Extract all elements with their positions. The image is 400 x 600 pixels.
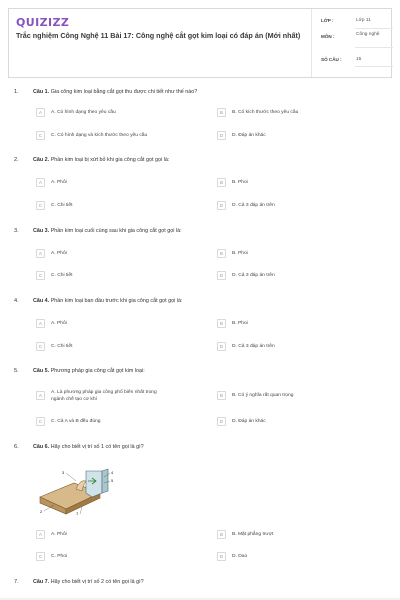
option-text: B. Phoi [232, 320, 248, 326]
question-number: 1. [14, 89, 19, 95]
option-text: B. Có kích thước theo yêu cầu [232, 109, 299, 115]
question-label: Câu 1. [33, 89, 50, 95]
option-text: C. Chi tiết [51, 202, 73, 208]
leader-line-1 [80, 507, 82, 514]
option-letter-box: B [217, 530, 226, 539]
subject-value: Công nghệ [356, 32, 380, 37]
option-text: D. Cả 3 đáp án trên [232, 202, 275, 208]
question-body: Phương pháp gia công cắt gọt kim loại: [50, 368, 145, 374]
option-text: D. Đáp án khác [232, 132, 266, 138]
option-letter-box: C [36, 201, 45, 210]
option-text: A. Phôi [51, 531, 67, 537]
option-letter-box: C [36, 131, 45, 140]
option-letter-box: D [217, 271, 226, 280]
count-underline [355, 66, 393, 67]
option-letter-box: C [36, 417, 45, 426]
option-text: A. Phôi [51, 179, 67, 185]
class-label: LỚP : [321, 18, 334, 23]
question-number: 6. [14, 444, 19, 450]
option-text: A. Phôi [51, 320, 67, 326]
class-value: Lớp 11 [356, 18, 371, 23]
option-letter-box: D [217, 201, 226, 210]
option-text: B. Có ý nghĩa rất quan trọng [232, 392, 294, 398]
question-body: Phần kim loại bị xứt bỏ khi gia công cắt gọt gọi là: [50, 157, 170, 163]
question-text [33, 368, 145, 374]
count-label: SỐ CÂU : [321, 57, 342, 62]
option-letter-box: B [217, 391, 226, 400]
option-letter-box: C [36, 342, 45, 351]
question-label: Câu 5. [33, 368, 50, 374]
leader-line-3 [66, 473, 76, 481]
option-letter-box: D [217, 552, 226, 561]
option-letter-box: B [217, 319, 226, 328]
question-label: Câu 2. [33, 157, 50, 163]
question-label: Câu 3. [33, 228, 50, 234]
option-text: A. Là phương pháp gia công phổ biến nhất trong ngành chế tạo cơ khí [51, 390, 157, 402]
question-body: Phần kim loại cuối cùng sau khi gia công cắt gọt gọi là: [50, 228, 182, 234]
question-number: 4. [14, 298, 19, 304]
option-letter-box: A [36, 178, 45, 187]
question-text [33, 89, 197, 95]
cutting-diagram [36, 467, 122, 515]
option-letter-box: A [36, 530, 45, 539]
header-divider [311, 9, 312, 77]
option-text: A. Phôi [51, 250, 67, 256]
figure-label-3: 3 [62, 470, 65, 475]
option-text: B. Mặt phẳng trượt [232, 531, 274, 537]
question-body: Phần kim loại ban đầu trước khi gia công cắt gọt gọi là: [50, 298, 183, 304]
question-number: 7. [14, 579, 19, 585]
option-letter-box: C [36, 552, 45, 561]
option-text: C. Chi tiết [51, 272, 73, 278]
option-letter-box: A [36, 391, 45, 400]
figure-label-4: 4 [111, 470, 114, 475]
question-body: Hãy cho biết vị trí số 2 có tên gọi là gì? [50, 579, 144, 585]
option-text: B. Phoi [232, 250, 248, 256]
figure-label-5: 5 [111, 478, 114, 483]
option-text: D. Cả 3 đáp án trên [232, 343, 275, 349]
question-label: Câu 6. [33, 444, 50, 450]
question-label: Câu 4. [33, 298, 50, 304]
option-letter-box: A [36, 249, 45, 258]
class-underline [355, 28, 393, 29]
option-letter-box: D [217, 417, 226, 426]
subject-label: MÔN : [321, 34, 335, 39]
cutting-tool-side [102, 469, 108, 493]
option-text: A. Có hình dạng theo yêu cầu [51, 109, 116, 115]
count-value: 15 [356, 57, 362, 62]
question-number: 3. [14, 228, 19, 234]
worksheet-title: Trắc nghiệm Công Nghệ 11 Bài 17: Công nghệ cắt gọt kim loại có đáp án (Mới nhất) [16, 31, 301, 40]
option-text: D. Đáp án khác [232, 418, 266, 424]
option-text: C. Phoi [51, 553, 68, 559]
option-text: B. Phoi [232, 179, 248, 185]
option-text: C. Chi tiết [51, 343, 73, 349]
option-letter-box: D [217, 342, 226, 351]
question-label: Câu 7. [33, 579, 50, 585]
question-text [33, 298, 183, 304]
question-text [33, 157, 169, 163]
question-number: 2. [14, 157, 19, 163]
quizizz-logo: QUIZIZZ [16, 16, 70, 29]
subject-underline [355, 47, 393, 48]
option-text: D. Dao [232, 553, 248, 559]
question-text [33, 444, 144, 450]
worksheet-header [8, 8, 392, 78]
figure-label-2: 2 [40, 509, 43, 514]
figure-label-1: 1 [76, 510, 79, 515]
option-text: C. Có hình dạng và kích thước theo yêu cầu [51, 132, 148, 138]
question-number: 5. [14, 368, 19, 374]
question-body: Gia công kim loại bằng cắt gọt thu được chi tiết như thế nào? [50, 89, 198, 95]
option-letter-box: D [217, 131, 226, 140]
cutting-tool [86, 471, 102, 497]
option-letter-box: B [217, 249, 226, 258]
option-letter-box: B [217, 178, 226, 187]
option-text: C. Cả A và B đều đúng [51, 418, 101, 424]
question-text [33, 228, 182, 234]
option-letter-box: B [217, 108, 226, 117]
option-letter-box: A [36, 319, 45, 328]
option-letter-box: C [36, 271, 45, 280]
option-letter-box: A [36, 108, 45, 117]
question-body: Hãy cho biết vị trí số 1 có tên gọi là gì? [50, 444, 144, 450]
question-text [33, 579, 144, 585]
option-text: D. Cả 3 đáp án trên [232, 272, 275, 278]
